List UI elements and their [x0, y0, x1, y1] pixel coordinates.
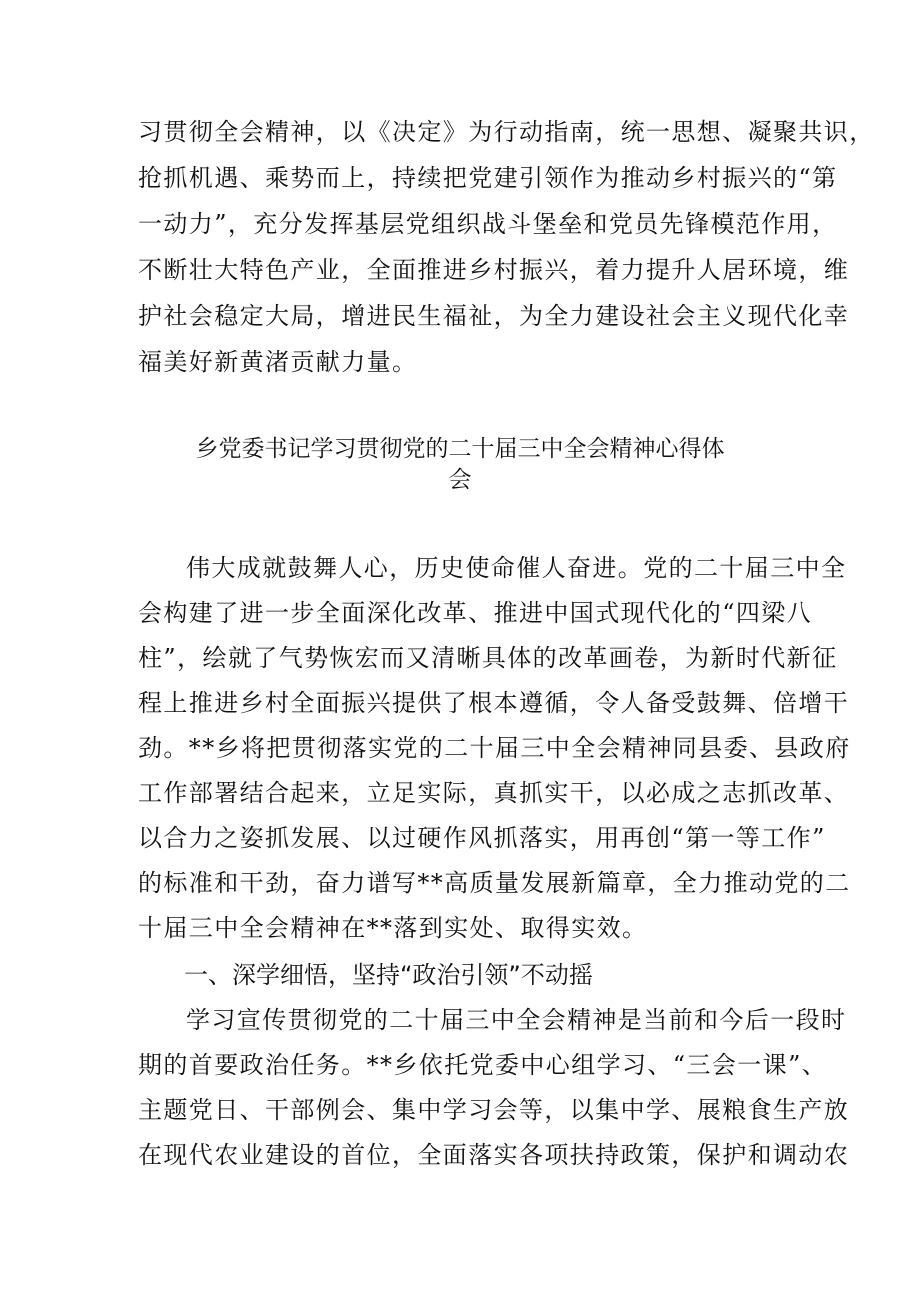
article-title-line-1: 乡党委书记学习贯彻党的二十届三中全会精神心得体 — [195, 436, 725, 462]
paragraph-line: 伟大成就鼓舞人心，历史使命催人奋进。党的二十届三中全 — [186, 554, 847, 582]
article-title-line-2: 会 — [448, 467, 472, 493]
paragraph-line: 福美好新黄渚贡献力量。 — [138, 348, 418, 376]
paragraph-line: 会构建了进一步全面深化改革、推进中国式现代化的“四梁八 — [138, 599, 813, 627]
paragraph-line: 柱”，绘就了气势恢宏而又清晰具体的改革画卷，为新时代新征 — [138, 644, 838, 672]
paragraph-line: 习贯彻全会精神，以《决定》为行动指南，统一思想、凝聚共识， — [138, 118, 875, 146]
section-heading: 一、深学细悟，坚持“政治引领”不动摇 — [184, 961, 593, 989]
paragraph-line: 程上推进乡村全面振兴提供了根本遵循，令人备受鼓舞、倍增干 — [138, 689, 850, 717]
paragraph-line: 主题党日、干部例会、集中学习会等，以集中学、展粮食生产放 — [138, 1096, 850, 1124]
paragraph-line: 劲。**乡将把贯彻落实党的二十届三中全会精神同县委、县政府 — [138, 734, 851, 762]
paragraph-line: 以合力之姿抓发展、以过硬作风抓落实，用再创“第一等工作” — [138, 824, 826, 852]
paragraph-line: 在现代农业建设的首位，全面落实各项扶持政策，保护和调动农 — [138, 1141, 850, 1169]
paragraph-line: 一动力”，充分发挥基层党组织战斗堡垒和党员先锋模范作用， — [138, 210, 838, 238]
paragraph-line: 十届三中全会精神在**落到实处、取得实效。 — [138, 914, 648, 942]
paragraph-line: 的标准和干劲，奋力谱写**高质量发展新篇章，全力推动党的二 — [138, 869, 851, 897]
paragraph-line: 期的首要政治任务。**乡依托党委中心组学习、“三会一课”、 — [138, 1051, 828, 1079]
paragraph-line: 护社会稳定大局，增进民生福祉，为全力建设社会主义现代化幸 — [138, 302, 850, 330]
paragraph-line: 工作部署结合起来，立足实际，真抓实干，以必成之志抓改革、 — [138, 779, 850, 807]
paragraph-line: 学习宣传贯彻党的二十届三中全会精神是当前和今后一段时 — [186, 1006, 847, 1034]
paragraph-line: 不断壮大特色产业，全面推进乡村振兴，着力提升人居环境，维 — [138, 256, 850, 284]
paragraph-line: 抢抓机遇、乘势而上，持续把党建引领作为推动乡村振兴的“第 — [138, 164, 838, 192]
